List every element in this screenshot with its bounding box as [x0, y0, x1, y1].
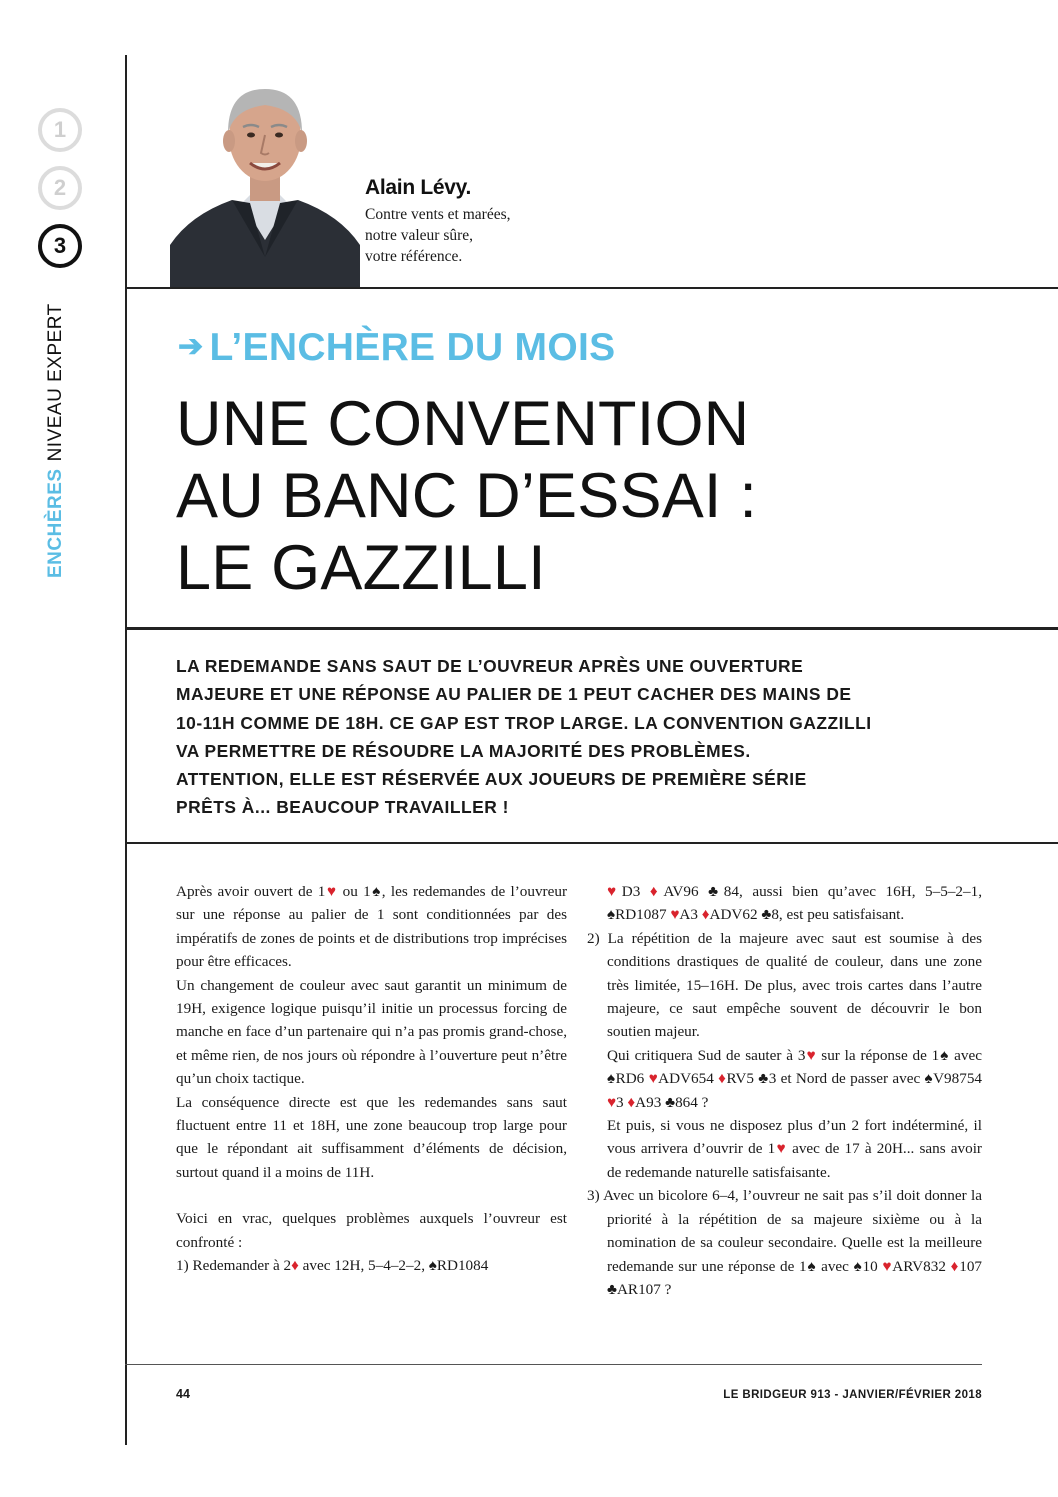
- arrow-right-icon: ➔: [178, 330, 204, 363]
- author-tagline-line: votre référence.: [365, 248, 463, 265]
- author-tagline: [365, 204, 585, 267]
- body-paragraph: Après avoir ouvert de 1♥ ou 1♠, les redemandes de l’ouvreur sur une réponse au palier de 1 sont conditionnées par des impératifs de zones de points et de distributions trop imprécises pour être efficaces.: [176, 883, 567, 971]
- level-2-badge: 2: [38, 166, 82, 210]
- level-1-badge: 1: [38, 108, 82, 152]
- lead-line: PRÊTS À... BEAUCOUP TRAVAILLER !: [176, 797, 509, 818]
- category-label: ENCHÈRES: [45, 468, 66, 578]
- body-column-right: [587, 880, 982, 1301]
- body-list-item: 2) La répétition de la majeure avec saut est soumise à des conditions drastiques de qualité de couleur, dans une zone très limitée, 15–16H. De plus, avec trois cartes dans l’autre majeure, ce saut empêche souvent de découvrir le bon soutien majeur.: [587, 929, 982, 1041]
- level-label: NIVEAU EXPERT: [45, 303, 66, 462]
- author-name: Alain Lévy.: [365, 176, 472, 199]
- article-title: [176, 388, 1036, 604]
- article-lead: [176, 652, 966, 822]
- body-paragraph: ♥D3 ♦AV96 ♣84, aussi bien qu’avec 16H, 5–5–2–1, ♠RD1087 ♥A3 ♦ADV62 ♣8, est peu satisfaisant.: [607, 883, 982, 924]
- title-line: AU BANC D’ESSAI :: [176, 461, 758, 531]
- body-paragraph: 1) Redemander à 2♦ avec 12H, 5–4–2–2, ♠RD1084: [176, 1257, 489, 1275]
- title-line: UNE CONVENTION: [176, 389, 750, 459]
- author-tagline-line: Contre vents et marées,: [365, 206, 511, 223]
- divider-footer: [125, 1364, 982, 1365]
- lead-line: 10-11H COMME DE 18H. CE GAP EST TROP LARGE. LA CONVENTION GAZZILLI: [176, 712, 872, 733]
- body-paragraph: Voici en vrac, quelques problèmes auxquels l’ouvreur est confronté :: [176, 1210, 567, 1251]
- body-paragraph: La conséquence directe est que les redemandes sans saut fluctuent entre 11 et 18H, une zone beaucoup trop large pour que le répondant ait suffisamment d’éléments de décision, surtout quand il a moins de 11H.: [176, 1093, 567, 1181]
- level-3-badge-active: 3: [38, 224, 82, 268]
- author-portrait: [170, 75, 360, 287]
- body-list-item: 3) Avec un bicolore 6–4, l’ouvreur ne sait pas s’il doit donner la priorité à la répétition de sa majeure sixième ou à la nomination de sa couleur secondaire. Quelle est la meilleure redemande sur une réponse de 1♠ avec ♠10 ♥ARV832 ♦107 ♣AR107 ?: [587, 1187, 982, 1298]
- body-paragraph: Qui critiquera Sud de sauter à 3♥ sur la réponse de 1♠ avec ♠RD6 ♥ADV654 ♦RV5 ♣3 et Nord de passer avec ♠V98754 ♥3 ♦A93 ♣864 ?: [607, 1046, 983, 1111]
- lead-line: MAJEURE ET UNE RÉPONSE AU PALIER DE 1 PEUT CACHER DES MAINS DE: [176, 684, 852, 705]
- lead-line: VA PERMETTRE DE RÉSOUDRE LA MAJORITÉ DES PROBLÈMES.: [176, 740, 751, 761]
- divider-title: [125, 627, 1058, 630]
- divider-lead: [125, 842, 1058, 844]
- vertical-rule: [125, 55, 127, 1445]
- title-line: LE GAZZILLI: [176, 533, 546, 603]
- divider-top: [125, 287, 1058, 289]
- section-vertical-label: [45, 303, 67, 578]
- body-column-left: [176, 880, 567, 1278]
- author-tagline-line: notre valeur sûre,: [365, 227, 474, 244]
- section-kicker: [178, 326, 615, 370]
- lead-line: LA REDEMANDE SANS SAUT DE L’OUVREUR APRÈS UNE OUVERTURE: [176, 656, 804, 676]
- magazine-issue: LE BRIDGEUR 913 - JANVIER/FÉVRIER 2018: [723, 1389, 982, 1401]
- body-paragraph: Et puis, si vous ne disposez plus d’un 2 fort indéterminé, il vous arrivera d’ouvrir de 1♥ avec de 17 à 20H... sans avoir de redemande naturelle satisfaisante.: [607, 1117, 982, 1181]
- body-paragraph: Un changement de couleur avec saut garantit un minimum de 19H, exigence logique puisqu’il initie un processus forcing de manche en face d’un partenaire qui n’a pas promis grand-chose, et même rien, de nos jours où répondre à l’ouverture peut n’être qu’un choix tactique.: [176, 976, 567, 1088]
- page-number: 44: [176, 1387, 190, 1401]
- lead-line: ATTENTION, ELLE EST RÉSERVÉE AUX JOUEURS DE PREMIÈRE SÉRIE: [176, 769, 807, 790]
- kicker-text: L’ENCHÈRE DU MOIS: [209, 326, 616, 369]
